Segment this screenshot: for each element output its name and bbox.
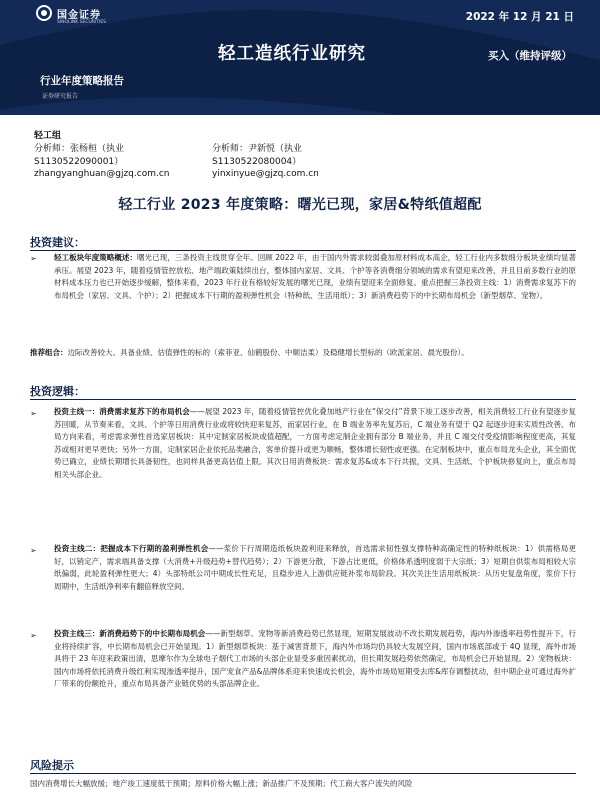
invest-overview (54, 252, 576, 302)
report-date: 2022 年 12 月 21 日 (465, 11, 574, 23)
risk-heading: 风险提示 (30, 759, 74, 772)
logic-line-3 (54, 628, 576, 691)
main-title: 轻工行业 2023 年度策略：曙光已现，家居&特纸值超配 (118, 197, 482, 213)
logo-text: 国金证券 (57, 9, 101, 21)
logo-english-text: SINOLINK SECURITIES (57, 20, 107, 25)
invest-portfolio-text: 边际改善较大、具备业绩、估值弹性的标的（索菲亚、仙鹤股份、中顺洁柔）及稳健增长型标的（欧派家居、晨光股份）。 (67, 348, 469, 357)
analyst-1 (34, 143, 224, 181)
invest-overview-text: 曙光已现，三条投资主线贯穿全年。回顾 2022 年，由于国内外需求较弱叠加原材料成本高企，轻工行业内多数细分板块业绩均显著承压。展望 2023 年，随着疫情管控放松、地产端政策陆续出台，整体国内家居、文具、个护等各消费细分领域的需求有望迎来改善，并且目前多数行业的原材料成本压力也已开始逐步缓解，整体来看，2023 年行业有格较好发展的曙光已现，业绩有望迎来全面修复。重点把握三条投资主线：1）消费需求复苏下的布局机会（家居、文具、个护）；2）把握成本下行期的盈利弹性机会（特种纸、生活用纸）；3）新消费趋势下的中长期布局机会（新型烟草、宠物）。 (54, 253, 576, 300)
logic-line-3-text: ——新型烟草、宠物等新消费趋势已然显现，短期发展波动不改长期发展趋势，海内外渗透率趋势性提升下，行业将持续扩容，中长期布局机会已开始显现。1）新型烟草板块：基于减害背景下，海内外市场均仍具较大发展空间，国内市场底部或于 4Q 显现，海外市场具将于 23 年迎来政策出清，思摩尔作为全球电子烟代工市场的头部企业显受多重因素扰动，但长期发展趋势依然确定，布局机会已开始显现。2）宠物板块：国内市场将依托消费升级红利实现渗透率提升，国产宠食产品&品牌体系迎来快速成长机会，海外市场局短期受去库&库存调整扰动，但中期企业可通过海外扩厂带来的份额抢升，重点布局具备产业链优势的头部品牌企业。 (54, 629, 576, 689)
analyst-1-name: 分析师：张杨桓（执业 (34, 144, 125, 154)
bullet-arrow-icon: ➢ (30, 546, 37, 555)
analyst-2-name: 分析师：尹新悦（执业 (212, 144, 303, 154)
analyst-info (34, 130, 319, 179)
analyst-2 (212, 143, 402, 181)
logic-line-1-label: 投资主线一：消费需求复苏下的布局机会 (54, 407, 190, 416)
bullet-arrow-icon: ➢ (30, 409, 37, 418)
bullet-arrow-icon: ➢ (30, 254, 37, 263)
analyst-2-license: S1130522080004） (212, 156, 302, 167)
invest-overview-label: 轻工板块年度策略概述： (54, 253, 138, 262)
invest-heading: 投资建议： (30, 236, 85, 249)
logic-line-1 (54, 406, 576, 482)
logic-heading: 投资逻辑： (30, 385, 85, 398)
rating-badge: 买入（维持评级） (488, 50, 572, 62)
logo-icon (36, 5, 52, 21)
invest-portfolio (30, 347, 576, 360)
report-header (0, 0, 600, 115)
risk-divider (30, 773, 576, 774)
logic-line-2 (54, 543, 576, 593)
company-logo (36, 5, 107, 25)
logic-line-2-text: ——浆价下行周期造纸板块盈利迎来释放，首选需求韧性强支撑特种高确定性的特种纸板块：1）供需格局更好，以销定产，需求端具备支撑（大消费+升级趋势+替代趋势）；2）下游更分散，下游占比更低，价格体系透明度弱于大宗纸；3）短期自供浆布局相较大宗纸偏弱，此轮盈利弹性更大；4）头部特纸公司中期成长性充足，且稳步进入上游供应链补浆布局阶段。其次关注生活用纸板块：从历史复盘角度，浆价下行周期中，生活纸净利率有翻倍释放空间。 (54, 544, 576, 591)
analyst-1-email: zhangyanghuan@gjzq.com.cn (34, 169, 170, 179)
report-category: 证券研究报告 (42, 93, 79, 100)
logic-line-2-label: 投资主线二：把握成本下行期的盈利弹性机会 (54, 544, 209, 553)
risk-text: 国内消费增长大幅放缓；地产竣工速度低于预期；原料价格大幅上涨；新品推广不及预期；代工商大客户流失的风险 (30, 779, 413, 788)
report-title: 轻工造纸行业研究 (218, 44, 366, 64)
analyst-1-license: S1130522090001） (34, 156, 124, 167)
analyst-group: 轻工组 (34, 131, 62, 141)
logic-divider (30, 399, 576, 400)
bullet-arrow-icon: ➢ (30, 631, 37, 640)
logic-line-1-text: ——展望 2023 年，随着疫情管控优化叠加地产行业在“保交付”背景下竣工逐步改善，相关消费轻工行业有望逐步复苏回暖，从节奏来看，文具、个护等日用消费行业或将较快迎来复苏，而家居行业，在 B 端业务率先复苏后，C 端业务有望于 Q2 起逐步迎来实质性改善。布局方向来看，考虑需求弹性首选家居板块：其中定制家居板块或值超配，一方面考虑定制企业拥有部分 B 端业务，并且 C 端交付受疫情影响程度更高，其复苏或相对更早更快；另外一方面，定制家居企业依托品类融合，客单价提升或更为顺畅，整体增长韧性或更强。在定制板块中，重点布局龙头企业，其全面优势已确立，业绩长期增长具备韧性，也同样具备更高估值上限。其次日用消费板块：需求复苏&成本下行共振，文具、生活纸、个护板块修复向上，重点布局相关头部企业。 (54, 407, 577, 479)
invest-divider (30, 250, 576, 251)
analyst-2-email: yinxinyue@gjzq.com.cn (212, 169, 319, 179)
report-type: 行业年度策略报告 (40, 75, 124, 87)
logic-line-3-label: 投资主线三：新消费趋势下的中长期布局机会 (54, 629, 206, 638)
invest-portfolio-label: 推荐组合： (30, 348, 68, 357)
